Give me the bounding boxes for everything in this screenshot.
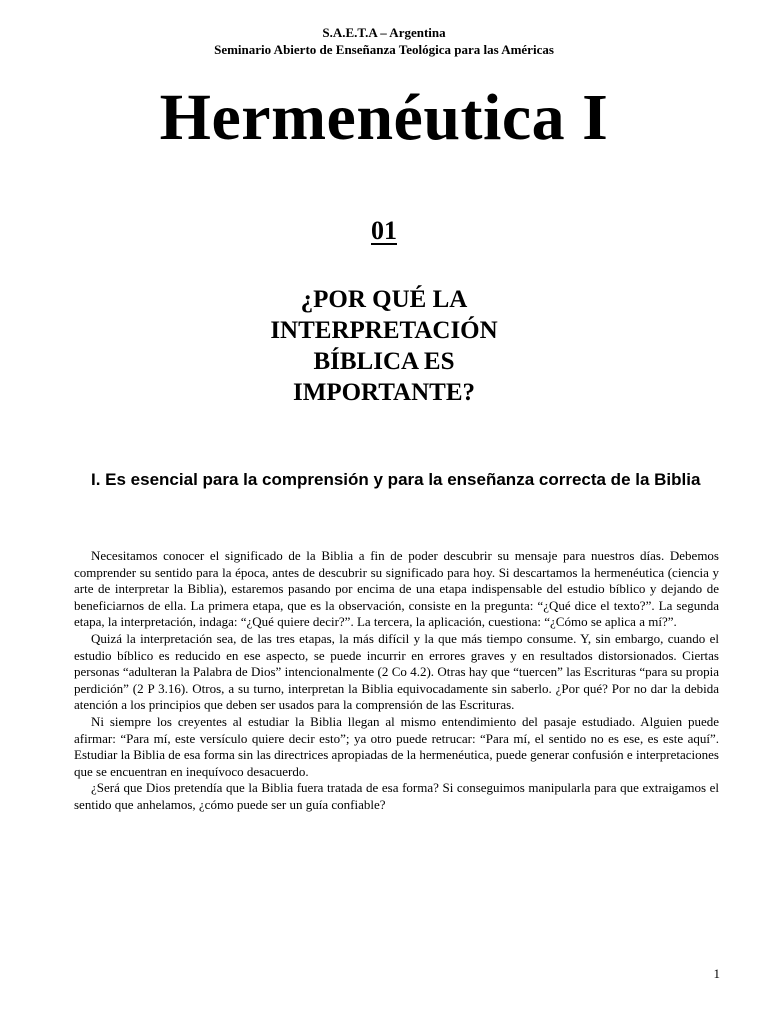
lesson-title-line: IMPORTANTE?: [293, 379, 475, 406]
lesson-title: [0, 284, 768, 408]
section-body: [74, 548, 719, 814]
header-institution-full: Seminario Abierto de Enseñanza Teológica para las Américas: [214, 42, 554, 57]
body-paragraph: Ni siempre los creyentes al estudiar la Biblia llegan al mismo entendimiento del pasaje estudiado. Alguien puede afirmar: “Para mí, este versículo quiere decir esto”; ya otro puede retrucar: “Para mí, el sentido no es ese, es este aquí”. Estudiar la Biblia de esa forma sin las directrices apropiadas de la hermenéutica, puede generar confusión e interpretaciones que se encuentran en inequívoco desacuerdo.: [74, 713, 719, 779]
lesson-title-line: BÍBLICA ES: [313, 348, 455, 375]
body-paragraph: Quizá la interpretación sea, de las tres etapas, la más difícil y la que más tiempo consume. Y, sin embargo, cuando el estudio bíblico es reducido en ese aspecto, se puede incurrir en errores graves y en resultados distorsionados. Ciertas personas “adulteran la Palabra de Dios” intencionalmente (2 Co 4.2). Otras hay que “tuercen” las Escrituras “para su propia perdición” (2 P 3.16). Otros, a su turno, interpretan la Biblia equivocadamente sin saberlo. ¿Por qué? Por no dar la debida atención a los principios que deben ser usados para la comprensión de las Escrituras.: [74, 630, 719, 713]
lesson-number-text: 01: [371, 216, 397, 245]
section-heading: I. Es esencial para la comprensión y para la enseñanza correcta de la Biblia: [91, 470, 701, 489]
lesson-title-line: INTERPRETACIÓN: [270, 317, 498, 344]
lesson-number: [0, 216, 768, 246]
body-paragraph: Necesitamos conocer el significado de la Biblia a fin de poder descubrir su mensaje para nuestros días. Debemos comprender su sentido para la época, antes de descubrir su significado para hoy. Si descartamos la hermenéutica (ciencia y arte de interpretar la Biblia), estaremos pasando por encima de una etapa indispensable del estudio bíblico y dejando de beneficiarnos de ella. La primera etapa, que es la observación, consiste en la pregunta: “¿Qué dice el texto?”. La segunda etapa, la interpretación, indaga: “¿Qué quiere decir?”. La tercera, la aplicación, cuestiona: “¿Cómo se aplica a mí?”.: [74, 548, 719, 630]
header-institution-short: S.A.E.T.A – Argentina: [322, 25, 446, 40]
lesson-title-line: ¿POR QUÉ LA: [300, 286, 468, 313]
page-number: 1: [713, 966, 720, 981]
document-title: Hermenéutica I: [159, 81, 609, 154]
document-header: [0, 24, 768, 58]
body-paragraph: ¿Será que Dios pretendía que la Biblia fuera tratada de esa forma? Si conseguimos manipularla para que extraigamos el sentido que anhelamos, ¿cómo puede ser un guía confiable?: [74, 780, 719, 812]
